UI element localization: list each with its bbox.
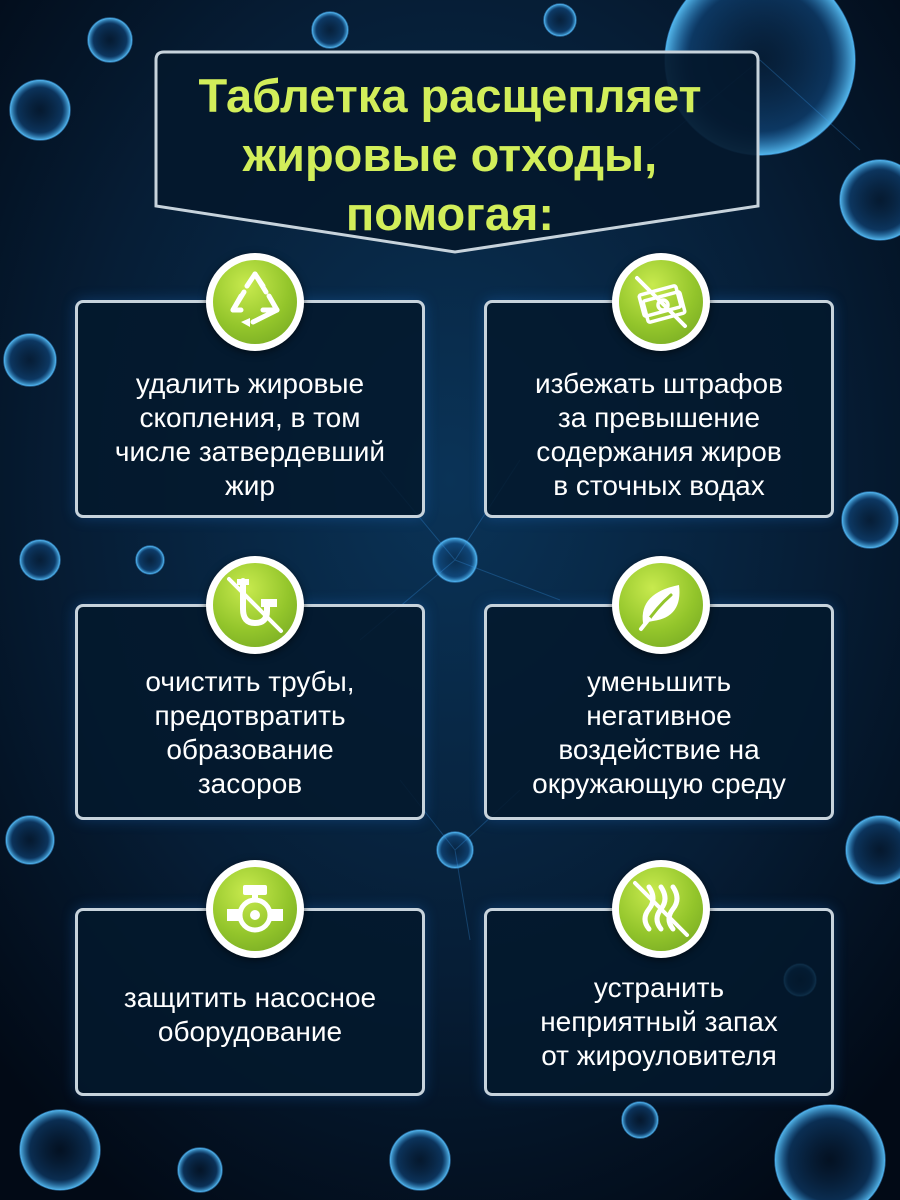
benefit-text-line: образование — [166, 734, 334, 765]
no-odor-icon — [612, 860, 710, 958]
benefit-text-line: окружающую среду — [532, 768, 786, 799]
benefit-text-line: оборудование — [157, 1016, 343, 1047]
benefit-text-line: скопления, в том — [139, 402, 361, 433]
benefit-text — [487, 665, 831, 801]
benefit-text-line: от жироуловителя — [541, 1040, 777, 1071]
recycle-icon — [206, 253, 304, 351]
benefit-text-line: в сточных водах — [553, 470, 765, 501]
leaf-icon — [612, 556, 710, 654]
benefit-text-line: жир — [225, 470, 275, 501]
benefit-text-line: числе затвердевший — [114, 436, 386, 467]
benefit-text-line: воздействие на — [558, 734, 760, 765]
benefit-text — [78, 665, 422, 801]
benefit-text-line: негативное — [586, 700, 732, 731]
benefit-text — [78, 981, 422, 1049]
benefit-text-line: удалить жировые — [135, 368, 365, 399]
benefit-text-line: уменьшить — [586, 666, 732, 697]
benefit-text — [487, 971, 831, 1073]
benefit-text — [78, 367, 422, 503]
benefit-text-line: за превышение — [557, 402, 761, 433]
benefit-text-line: устранить — [593, 972, 725, 1003]
benefit-text-line: очистить трубы, — [145, 666, 355, 697]
title-line: Таблетка расщепляет — [198, 69, 702, 122]
benefit-text-line: защитить насосное — [123, 982, 377, 1013]
benefit-text-line: неприятный запах — [540, 1006, 778, 1037]
no-pipe-clog-icon — [206, 556, 304, 654]
title-line: жировые отходы, — [242, 128, 658, 181]
benefit-text-line: предотвратить — [154, 700, 346, 731]
title-line: помогая: — [345, 187, 555, 240]
pump-icon — [206, 860, 304, 958]
benefit-text — [487, 367, 831, 503]
no-money-icon — [612, 253, 710, 351]
benefit-text-line: избежать штрафов — [535, 368, 783, 399]
benefit-text-line: содержания жиров — [536, 436, 782, 467]
benefit-text-line: засоров — [197, 768, 303, 799]
page-title — [160, 66, 740, 243]
